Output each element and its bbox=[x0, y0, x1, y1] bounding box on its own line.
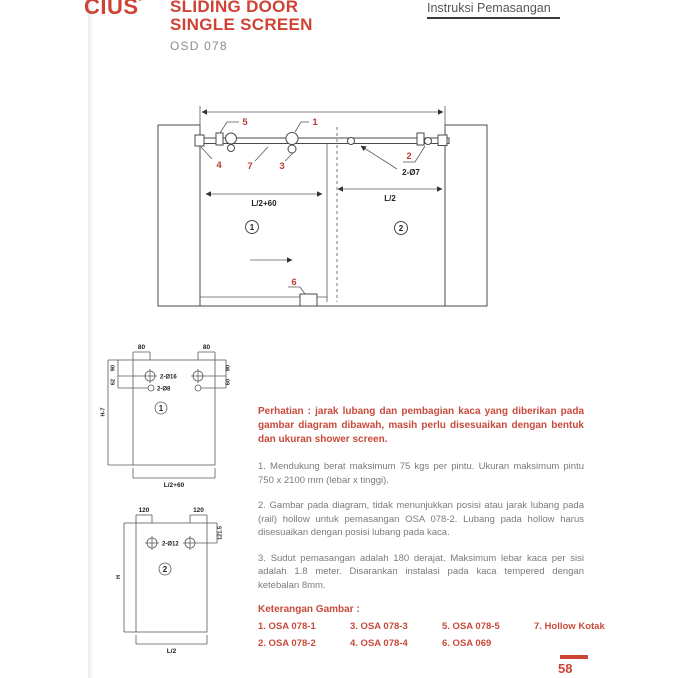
legend-item: 6. OSA 069 bbox=[442, 638, 492, 649]
panel2-dim-top-right: 120 bbox=[193, 507, 204, 514]
panel1-width-dimension bbox=[206, 194, 322, 208]
hole-size-label: 2-Ø7 bbox=[402, 168, 420, 177]
callout-2-label: 2 bbox=[406, 151, 412, 162]
roller-left-nut bbox=[228, 145, 235, 152]
panel2-hole-label: 2-Ø12 bbox=[162, 541, 179, 548]
panel1-detail-marker bbox=[155, 402, 167, 414]
floor-guide bbox=[300, 294, 317, 306]
overall-width-dimension bbox=[200, 106, 445, 130]
legend-item bbox=[534, 638, 584, 649]
panel1-dim-bottom: L/2+60 bbox=[163, 482, 185, 489]
panel2-width-dimension bbox=[338, 189, 442, 203]
right-wall bbox=[445, 125, 487, 306]
product-code: OSD 078 bbox=[170, 39, 228, 53]
panel1-dim-height: H-7 bbox=[100, 407, 107, 417]
scan-edge-shadow bbox=[88, 0, 93, 678]
panel1-marker bbox=[246, 221, 259, 234]
panel2-dim-top-left: 120 bbox=[138, 507, 150, 514]
panel2-drilling-diagram bbox=[98, 496, 243, 658]
header-rule bbox=[427, 17, 560, 19]
legend-item: 1. OSA 078-1 bbox=[258, 621, 316, 632]
legend-item: 7. Hollow Kotak bbox=[534, 621, 605, 632]
rail-end-block bbox=[417, 133, 424, 145]
legend-item: 4. OSA 078-4 bbox=[350, 638, 408, 649]
callout-5-label: 5 bbox=[242, 117, 248, 128]
page-number: 58 bbox=[558, 661, 573, 676]
doc-title-line2: SINGLE SCREEN bbox=[170, 15, 313, 34]
panel2-dim-bottom: L/2 bbox=[166, 648, 177, 655]
legend-item: 5. OSA 078-5 bbox=[442, 621, 500, 632]
panel1-detail-number: 1 bbox=[158, 404, 164, 413]
title-block bbox=[170, 0, 313, 53]
legend-row-1 bbox=[258, 621, 605, 632]
panel1-drilling-diagram bbox=[95, 338, 260, 490]
callout-4-label: 4 bbox=[216, 160, 222, 171]
note-item-2: 2. Gambar pada diagram, tidak menunjukkan posisi atau jarak lubang pada (rail) hollow untuk pemasangan OSA 078-2. Lubang pada hollow harus disesuaikan dengan posisi lubang pada kaca. bbox=[258, 500, 584, 538]
trademark-mark: ˇ bbox=[138, 0, 142, 8]
wall-bracket-right bbox=[438, 135, 447, 146]
panel2-detail-marker bbox=[159, 563, 171, 575]
brand-logo-text: CIUS bbox=[84, 0, 139, 19]
panel1-dim-top-right: 80 bbox=[202, 344, 211, 351]
roller-right-nut bbox=[288, 145, 296, 153]
roller-left bbox=[226, 133, 237, 144]
panel2-dim-right: 121.5 bbox=[217, 526, 224, 540]
legend-item: 2. OSA 078-2 bbox=[258, 638, 316, 649]
panel2-marker bbox=[395, 222, 408, 235]
panel1-number: 1 bbox=[249, 223, 255, 232]
panel1-dim-lines bbox=[108, 352, 226, 478]
panel2-width-label: L/2 bbox=[384, 194, 396, 203]
notes-column bbox=[258, 405, 605, 649]
panel1-dim-right-bottom: 60 bbox=[225, 378, 232, 386]
panel1-dim-left-bottom: 62 bbox=[110, 378, 117, 386]
brand-logo bbox=[84, 0, 141, 20]
legend-title: Keterangan Gambar : bbox=[258, 604, 360, 615]
panel1-width-label: L/2+60 bbox=[251, 199, 277, 208]
legend-item: 3. OSA 078-3 bbox=[350, 621, 408, 632]
main-installation-diagram bbox=[155, 100, 495, 315]
left-wall bbox=[158, 125, 200, 306]
wall-bracket-left bbox=[195, 135, 204, 146]
note-item-3: 3. Sudut pemasangan adalah 180 derajat. Maksimum lebar kaca per sisi adalah 1.8 meter. Disarankan instalasi pada kaca tempered dengan ketebalan 8mm. bbox=[258, 552, 584, 591]
callout-7-label: 7 bbox=[247, 161, 253, 172]
header-right bbox=[427, 1, 567, 19]
callout-6-label: 6 bbox=[291, 277, 297, 288]
panel1-hole-label-large: 2-Ø16 bbox=[160, 374, 177, 381]
panel2-glass-outline bbox=[136, 523, 207, 632]
doc-title-line1: SLIDING DOOR bbox=[170, 0, 299, 16]
roller-right bbox=[286, 133, 298, 145]
panel1-dim-left-top: 90 bbox=[110, 364, 117, 372]
warning-note: Perhatian : jarak lubang dan pembagian kaca yang diberikan pada gambar diagram dibawah, masih perlu disesuaikan dengan bentuk dan ukuran shower screen. bbox=[258, 406, 584, 445]
callout-3-label: 3 bbox=[279, 161, 285, 172]
panel2-dim-height: H bbox=[116, 575, 122, 579]
footer-accent-bar bbox=[560, 655, 588, 659]
panel2-dim-lines bbox=[124, 515, 217, 644]
note-item-1: 1. Mendukung berat maksimum 75 kgs per pintu. Ukuran maksimum pintu 750 x 2100 mm (lebar x tinggi). bbox=[258, 461, 584, 486]
rail-stopper-block bbox=[216, 133, 223, 145]
panel1-dim-right-top: 90 bbox=[225, 364, 232, 372]
end-fitting-circle bbox=[425, 138, 432, 145]
instruction-label: Instruksi Pemasangan bbox=[427, 1, 551, 15]
legend-row-2 bbox=[258, 638, 584, 649]
panel1-hole-label-small: 2-Ø8 bbox=[157, 386, 171, 393]
hole-pointer-arrow bbox=[361, 146, 397, 169]
panel1-dim-top-left: 80 bbox=[137, 344, 146, 351]
panel2-number: 2 bbox=[398, 224, 404, 233]
callout-1-label: 1 bbox=[312, 117, 318, 128]
rail-hole bbox=[348, 138, 355, 145]
panel2-detail-number: 2 bbox=[162, 565, 168, 574]
